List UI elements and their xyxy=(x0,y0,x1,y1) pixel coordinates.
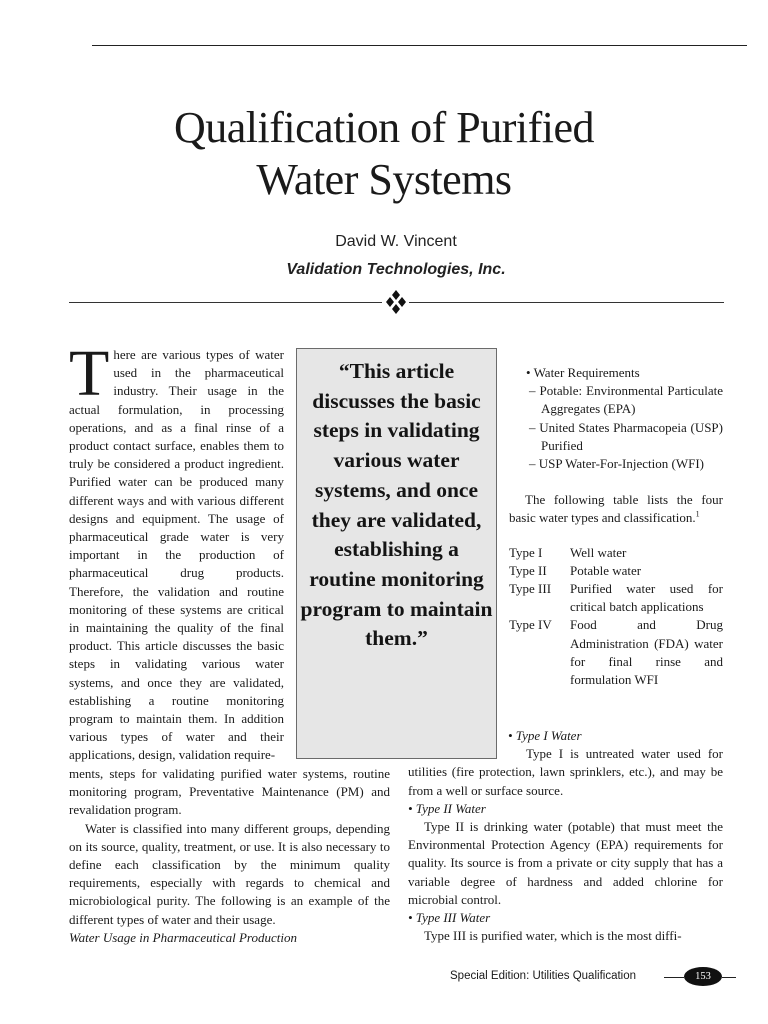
intro-paragraph xyxy=(69,337,284,765)
requirement-item: – USP Water-For-Injection (WFI) xyxy=(529,456,704,472)
table-row xyxy=(509,616,723,689)
pull-quote xyxy=(296,348,497,759)
footnote-ref: 1 xyxy=(695,510,700,520)
footer-rule-right xyxy=(722,977,736,978)
type3-heading: • Type III Water xyxy=(408,910,491,926)
table-intro-text: The following table lists the four basic water types and classification. xyxy=(509,492,723,526)
type-label: Type I xyxy=(509,544,543,560)
type-description: Purified water used for critical batch applications xyxy=(570,581,723,615)
type1-heading: • Type I Water xyxy=(508,728,582,743)
close-quote-mark: ” xyxy=(417,626,428,651)
table-row xyxy=(509,580,723,616)
type2-text: Type II is drinking water (potable) that must meet the Environmental Protection Agency (EPA) requirements for quality. Its source is from a private or city supply that has a variable degree of hardness and added chlorine for microbial control. xyxy=(408,819,723,907)
title-line-2: Water Systems xyxy=(256,155,512,204)
table-row xyxy=(509,544,723,562)
type-description: Potable water xyxy=(570,562,642,578)
header-rule xyxy=(92,45,747,46)
drop-cap: T xyxy=(69,337,110,410)
type-label: Type IV xyxy=(509,617,552,633)
page-number: 153 xyxy=(684,967,722,986)
left-column-wide xyxy=(69,765,390,947)
article-title xyxy=(0,102,768,206)
intro-text-narrow: here are various types of water used in the pharmaceutical industry. Their usage in the actual formulation, in processing operations, and as a final rinse of a product contact surface, enables them to truly be considered a product ingredient. Purified water can be produced many different ways and with various different designs and equipment. The usage of pharmaceutical grade water is very important in the production of pharmaceutical drug products. Therefore, the validation and routine monitoring of these systems are critical in maintaining the quality of the final product. This article discusses the basic steps in validating various water systems, and once they are validated, establishing a routine monitoring program to maintain them. In addition various types of water and their applications, design, validation require- xyxy=(69,347,284,763)
footer-rule-left xyxy=(664,977,684,978)
type3-text: Type III is purified water, which is the most diffi- xyxy=(424,928,682,944)
divider-left xyxy=(69,302,382,303)
type2-heading: • Type II Water xyxy=(408,800,486,816)
table-row xyxy=(509,562,723,580)
water-types-table xyxy=(509,544,723,690)
requirement-item: – United States Pharmacopeia (USP) Purified xyxy=(529,419,723,453)
author-name: David W. Vincent xyxy=(335,233,457,250)
diamond-ornament-icon xyxy=(386,290,406,314)
table-intro xyxy=(509,491,723,527)
footer-edition: Special Edition: Utilities Qualification xyxy=(450,970,637,982)
type-label: Type III xyxy=(509,581,552,597)
divider-right xyxy=(409,302,724,303)
requirements-heading: • Water Requirements xyxy=(526,365,640,380)
open-quote-mark: “ xyxy=(338,359,350,383)
type-label: Type II xyxy=(509,562,547,578)
intro-text-wide: ments, steps for validating purified water systems, routine monitoring program, Preventative Maintenance (PM) and revalidation program. xyxy=(69,766,390,818)
water-usage-subhead: Water Usage in Pharmaceutical Production xyxy=(69,929,297,945)
classification-paragraph: Water is classified into many different groups, depending on its source, quality, treatment, or use. It is also necessary to define each classification by the minimum quality requirements, especially with regards to chemical and microbiological purity. The following is an example of the different types of water and their usage. xyxy=(69,820,390,927)
pull-quote-text: This article discusses the basic steps in validating various water systems, and once they are validated, establishing a routine monitoring program to maintain them. xyxy=(300,359,493,651)
type1-text-body: Type I is untreated water used for utilities (fire protection, lawn sprinklers, etc.), and may be from a well or surface source. xyxy=(408,746,723,798)
type1-text xyxy=(408,745,723,800)
author-company: Validation Technologies, Inc. xyxy=(286,261,506,278)
water-types-sections xyxy=(408,727,723,945)
title-line-1: Qualification of Purified xyxy=(173,103,595,152)
right-column xyxy=(509,364,723,689)
type-description: Food and Drug Administration (FDA) water for final rinse and formulation WFI xyxy=(570,617,723,688)
type-description: Well water xyxy=(570,544,627,560)
requirement-item: – Potable: Environmental Particulate Aggregates (EPA) xyxy=(529,383,723,417)
